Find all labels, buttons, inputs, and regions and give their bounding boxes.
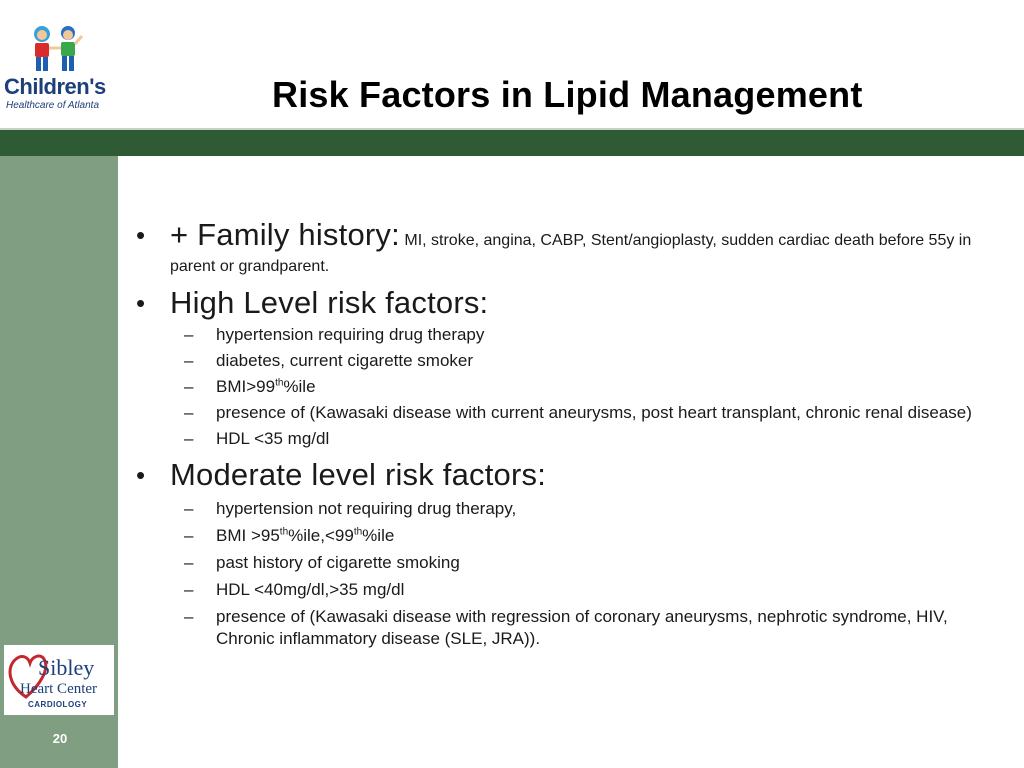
dash-icon: – bbox=[184, 499, 194, 518]
list-item-text: hypertension requiring drug therapy bbox=[216, 325, 485, 344]
list-item bbox=[132, 579, 1002, 601]
childrens-healthcare-logo bbox=[2, 24, 114, 116]
dash-icon: – bbox=[184, 580, 194, 599]
slide-title: Risk Factors in Lipid Management bbox=[272, 74, 863, 115]
list-item bbox=[132, 552, 1002, 574]
superscript: th bbox=[279, 526, 289, 538]
list-item-text: hypertension not requiring drug therapy, bbox=[216, 499, 517, 518]
slide-number: 20 bbox=[52, 731, 68, 746]
sibley-logo-name: Sibley bbox=[38, 655, 95, 680]
list-item-text: %ile,<99 bbox=[288, 526, 354, 545]
bullet-icon: • bbox=[136, 460, 146, 490]
list-item-text: presence of (Kawasaki disease with regression of coronary aneurysms, nephrotic syndrome, HIV, Chronic inflammatory disease (SLE, JRA)). bbox=[216, 607, 948, 648]
list-item bbox=[132, 498, 1002, 520]
slide-body bbox=[132, 218, 1002, 650]
moderate-level-heading: Moderate level risk factors: bbox=[170, 457, 547, 492]
slide-header bbox=[0, 0, 1024, 130]
list-item-text: %ile bbox=[362, 526, 395, 545]
sibley-logo-tag: CARDIOLOGY bbox=[28, 700, 88, 709]
sibley-heart-center-logo bbox=[4, 645, 114, 715]
sibley-logo-subtitle: Heart Center bbox=[20, 681, 98, 697]
family-history-bullet bbox=[132, 218, 1002, 280]
family-history-heading: + Family history: bbox=[170, 217, 400, 252]
dash-icon: – bbox=[184, 553, 194, 572]
bullet-icon: • bbox=[136, 220, 146, 250]
bullet-icon: • bbox=[136, 288, 146, 318]
list-item-text: BMI >95 bbox=[216, 526, 280, 545]
list-item bbox=[132, 402, 1002, 424]
list-item-text: BMI>99 bbox=[216, 377, 276, 396]
list-item bbox=[132, 324, 1002, 346]
list-item bbox=[132, 428, 1002, 450]
list-item bbox=[132, 376, 1002, 398]
children-figures-icon bbox=[24, 24, 88, 74]
dash-icon: – bbox=[184, 325, 194, 344]
header-band bbox=[0, 130, 1024, 156]
list-item bbox=[132, 350, 1002, 372]
childrens-logo-subtitle: Healthcare of Atlanta bbox=[6, 100, 100, 111]
dash-icon: – bbox=[184, 526, 194, 545]
dash-icon: – bbox=[184, 377, 194, 396]
high-level-heading: High Level risk factors: bbox=[170, 285, 489, 320]
list-item-text: %ile bbox=[283, 377, 316, 396]
list-item-text: HDL <40mg/dl,>35 mg/dl bbox=[216, 580, 405, 599]
list-item-text: presence of (Kawasaki disease with current aneurysms, post heart transplant, chronic renal disease) bbox=[216, 403, 972, 422]
dash-icon: – bbox=[184, 429, 194, 448]
list-item-text: diabetes, current cigarette smoker bbox=[216, 351, 474, 370]
family-history-detail: MI, stroke, angina, CABP, Stent/angioplasty, sudden cardiac death before 55y in parent or grandparent. bbox=[170, 232, 972, 275]
dash-icon: – bbox=[184, 403, 194, 422]
childrens-logo-text: Children's bbox=[4, 74, 106, 99]
list-item bbox=[132, 606, 1002, 650]
high-level-bullet bbox=[132, 286, 1002, 320]
moderate-level-bullet bbox=[132, 458, 1002, 492]
superscript: th bbox=[275, 377, 284, 389]
list-item-text: HDL <35 mg/dl bbox=[216, 429, 330, 448]
list-item bbox=[132, 525, 1002, 547]
dash-icon: – bbox=[184, 607, 194, 626]
list-item-text: past history of cigarette smoking bbox=[216, 553, 460, 572]
dash-icon: – bbox=[184, 351, 194, 370]
superscript: th bbox=[353, 526, 363, 538]
sibley-logo-graphic bbox=[4, 645, 114, 715]
